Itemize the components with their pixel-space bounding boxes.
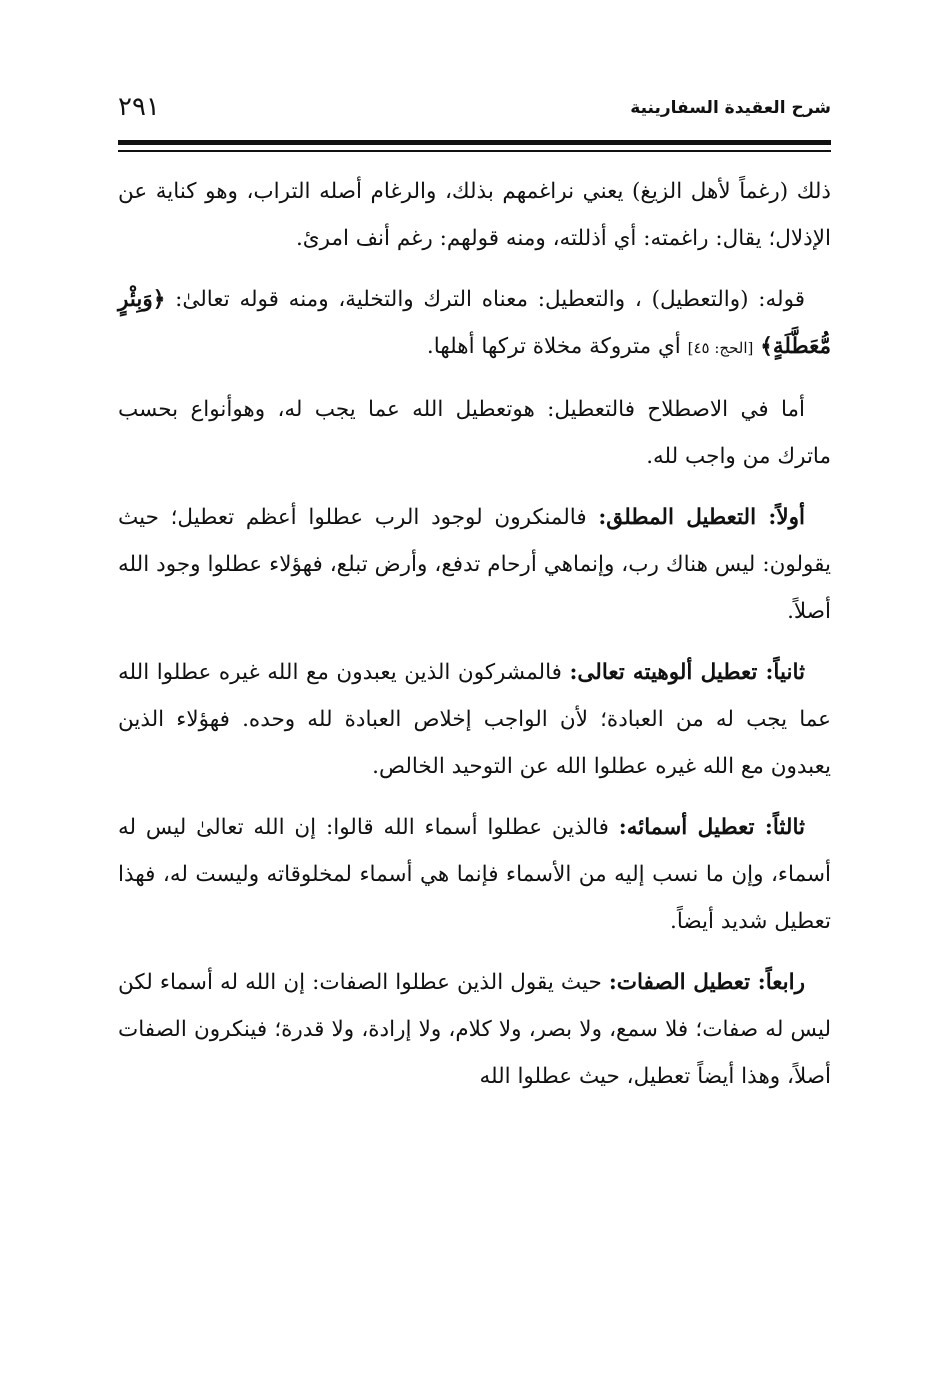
paragraph-1-text: ذلك (رغماً لأهل الزيغ) يعني نراغمهم بذلك، والرغام أصله التراب، وهو كناية عن الإذلال؛ يقال: راغمته: أي أذللته، ومنه قولهم: رغم أنف امرئ. [118,179,831,251]
quran-verse: ﴿وَبِئْرٍ مُّعَطَّلَةٍ﴾ [118,287,831,359]
paragraph-2-tail: أي متروكة مخلاة تركها أهلها. [426,334,681,359]
paragraph-6-lead: ثالثاً: تعطيل أسمائه: [618,815,805,840]
paragraph-2 [118,276,831,372]
paragraph-6-text: فالذين عطلوا أسماء الله قالوا: إن الله تعالىٰ ليس له أسماء، وإن ما نسب إليه من الأسماء فإنما هي أسماء لمخلوقاته وليست له، فهذا تعطيل شديد أيضاً. [118,815,831,934]
page-header [118,92,831,132]
paragraph-6 [118,804,831,945]
paragraph-1 [118,168,831,262]
paragraph-5-lead: ثانياً: تعطيل ألوهيته تعالى: [569,660,805,685]
paragraph-5-text: فالمشركون الذين يعبدون مع الله غيره عطلوا الله عما يجب له من العبادة؛ لأن الواجب إخلاص العبادة لله وحده. فهؤلاء الذين يعبدون مع الله غيره عطلوا الله عن التوحيد الخالص. [118,660,831,779]
body-text [118,168,831,1114]
paragraph-3-text: أما في الاصطلاح فالتعطيل: هوتعطيل الله عما يجب له، وهوأنواع بحسب ماترك من واجب لله. [118,397,831,469]
running-book-title: شرح العقيدة السفارينية [630,98,831,118]
header-rule-thick [118,140,831,145]
paragraph-7-text: حيث يقول الذين عطلوا الصفات: إن الله له أسماء لكن ليس له صفات؛ فلا سمع، ولا بصر، ولا كلام، ولا إرادة، ولا قدرة؛ فينكرون الصفات أصلاً، وهذا أيضاً تعطيل، حيث عطلوا الله [118,970,831,1089]
paragraph-4 [118,494,831,635]
paragraph-4-lead: أولاً: التعطيل المطلق: [598,505,805,530]
paragraph-2-text: ، والتعطيل: معناه الترك والتخلية، ومنه قوله تعالىٰ: [175,287,642,312]
verse-reference: [الحج: ٤٥] [687,339,754,357]
paragraph-7-lead: رابعاً: تعطيل الصفات: [608,970,805,995]
paragraph-5 [118,649,831,790]
paragraph-3 [118,386,831,480]
header-rule-thin [118,150,831,152]
paragraph-2-lead: قوله: (والتعطيل) [651,287,805,312]
paragraph-7 [118,959,831,1100]
paragraph-4-text: فالمنكرون لوجود الرب عطلوا أعظم تعطيل؛ حيث يقولون: ليس هناك رب، وإنماهي أرحام تدفع، وأرض تبلع، فهؤلاء عطلوا وجود الله أصلاً. [118,505,831,624]
page-number: ٢٩١ [118,92,160,122]
